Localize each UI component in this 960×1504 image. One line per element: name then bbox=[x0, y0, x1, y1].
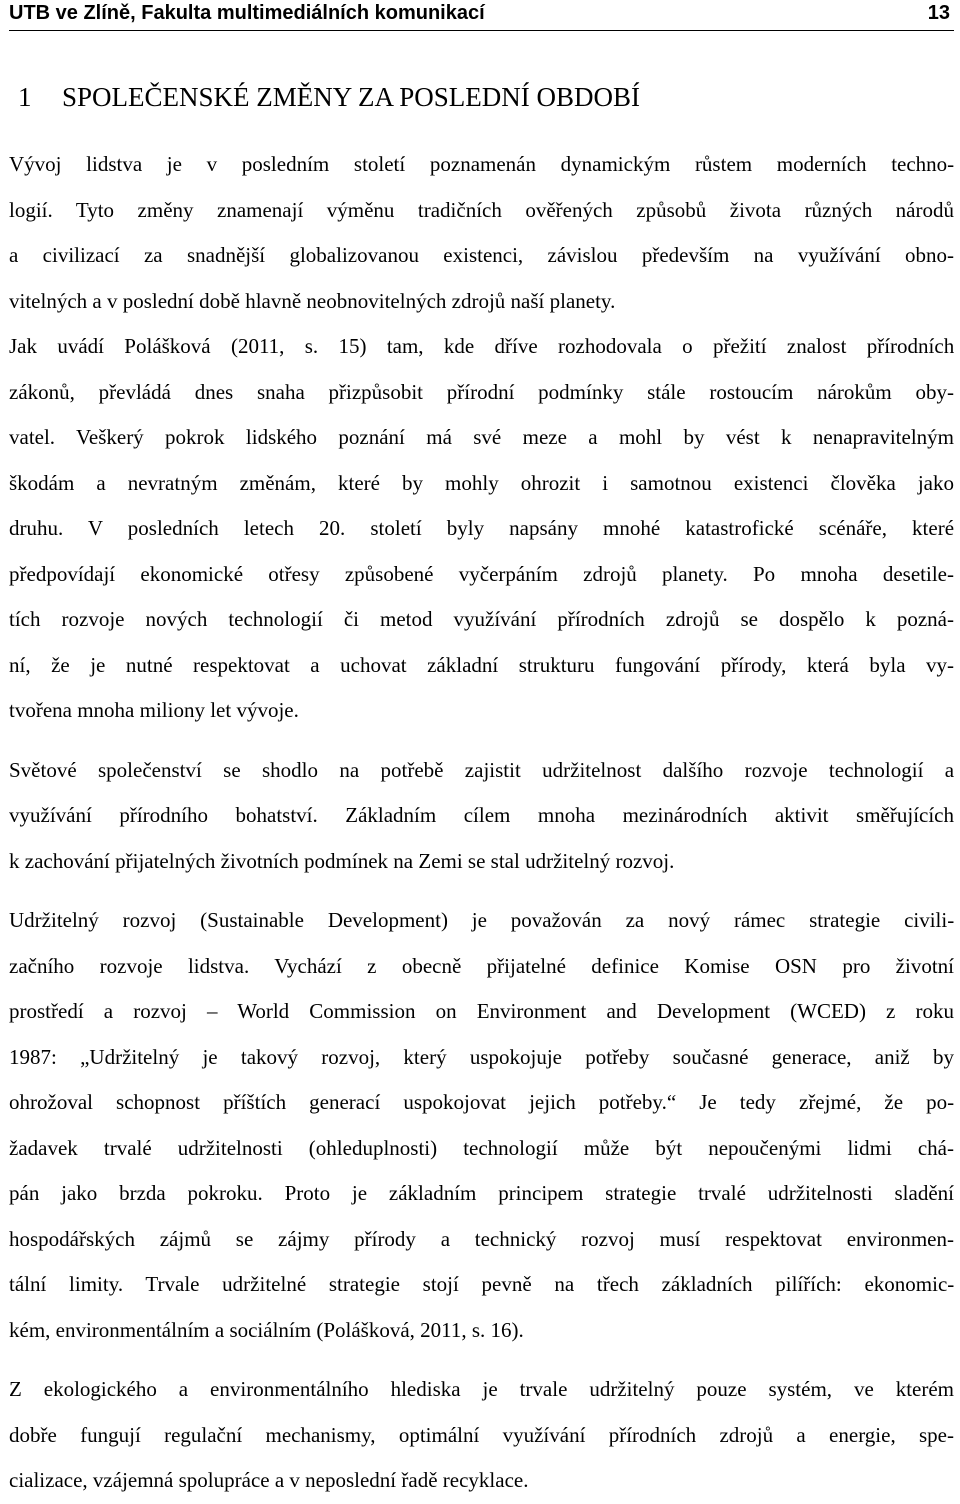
text-line: vatel. Veškerý pokrok lidského poznání má své meze a mohl by vést k nenapravitelným bbox=[9, 425, 954, 449]
paragraph-2 bbox=[9, 324, 954, 734]
text-line: dobře fungují regulační mechanismy, optimální využívání přírodních zdrojů a energie, spe- bbox=[9, 1422, 954, 1447]
text-line: Světové společenství se shodlo na potřebě zajistit udržitelnost dalšího rozvoje technologií a bbox=[9, 757, 955, 782]
running-header bbox=[9, 0, 954, 31]
text-line: pán jako brzda pokroku. Proto je základním principem strategie trvalé udržitelnosti sladění bbox=[9, 1181, 954, 1205]
text-line: kém, environmentálním a sociálním (Polášková, 2011, s. 16). bbox=[9, 1317, 524, 1342]
paragraph-3 bbox=[9, 748, 954, 885]
header-page-number: 13 bbox=[927, 2, 950, 24]
text-line: 1987: „Udržitelný je takový rozvoj, který uspokojuje potřeby současné generace, aniž by bbox=[9, 1044, 955, 1069]
text-line: Udržitelný rozvoj (Sustainable Development) je považován za nový rámec strategie civili- bbox=[9, 908, 955, 932]
text-line: a civilizací za snadnější globalizovanou existenci, závislou především na využívání obno- bbox=[9, 243, 955, 267]
text-line: prostředí a rozvoj – World Commission on Environment and Development (WCED) z roku bbox=[9, 999, 954, 1023]
text-line: předpovídají ekonomické otřesy způsobené vyčerpáním zdrojů planety. Po mnoha desetile- bbox=[9, 561, 954, 586]
text-line: využívání přírodního bohatství. Základním cílem mnoha mezinárodních aktivit směřujících bbox=[9, 803, 954, 827]
text-line: zákonů, převládá dnes snaha přizpůsobit přírodní podmínky stále rostoucím nárokům oby- bbox=[9, 379, 954, 404]
text-line: škodám a nevratným změnám, které by mohly ohrozit i samotnou existenci člověka jako bbox=[9, 470, 954, 495]
paragraph-4 bbox=[9, 898, 954, 1353]
text-line: ní, že je nutné respektovat a uchovat základní strukturu fungování přírody, která byla vy- bbox=[9, 652, 954, 677]
text-line: Vývoj lidstva je v posledním století poznamenán dynamickým růstem moderních techno- bbox=[9, 152, 955, 176]
paragraph-1 bbox=[9, 142, 954, 324]
text-line: ohrožoval schopnost příštích generací uspokojovat jejich potřeby.“ Je tedy zřejmé, že po- bbox=[9, 1090, 955, 1114]
text-line: žadavek trvalé udržitelnosti (ohleduplnosti) technologií může být nepoučenými lidmi chá- bbox=[9, 1135, 954, 1160]
text-line: cializace, vzájemná spolupráce a v neposlední řadě recyklace. bbox=[9, 1468, 529, 1492]
text-line: tvořena mnoha miliony let vývoje. bbox=[9, 698, 299, 722]
text-line: druhu. V posledních letech 20. století byly napsány mnohé katastrofické scénáře, které bbox=[9, 516, 955, 540]
chapter-number: 1 bbox=[18, 82, 32, 112]
text-line: tální limity. Trvale udržitelné strategie stojí pevně na třech základních pilířích: ekonomic- bbox=[9, 1272, 955, 1296]
text-line: Z ekologického a environmentálního hlediska je trvale udržitelný pouze systém, ve kterém bbox=[9, 1377, 954, 1401]
body-text bbox=[9, 142, 954, 1504]
text-line: logií. Tyto změny znamenají výměnu tradičních ověřených způsobů života různých národů bbox=[9, 197, 954, 222]
text-line: Jak uvádí Polášková (2011, s. 15) tam, kde dříve rozhodovala o přežití znalost přírodních bbox=[9, 334, 955, 358]
chapter-heading bbox=[18, 80, 640, 114]
chapter-title: SPOLEČENSKÉ ZMĚNY ZA POSLEDNÍ OBDOBÍ bbox=[62, 82, 641, 112]
paragraph-5 bbox=[9, 1367, 954, 1504]
text-line: k zachování přijatelných životních podmínek na Zemi se stal udržitelný rozvoj. bbox=[9, 848, 675, 873]
text-line: vitelných a v poslední době hlavně neobnovitelných zdrojů naší planety. bbox=[9, 288, 616, 313]
text-line: tích rozvoje nových technologií či metod využívání přírodních zdrojů se dospělo k pozná- bbox=[9, 607, 954, 631]
text-line: začního rozvoje lidstva. Vychází z obecně přijatelné definice Komise OSN pro životní bbox=[9, 953, 954, 978]
text-line: hospodářských zájmů se zájmy přírody a technický rozvoj musí respektovat environmen- bbox=[9, 1226, 954, 1251]
header-institution: UTB ve Zlíně, Fakulta multimediálních komunikací bbox=[9, 2, 485, 24]
